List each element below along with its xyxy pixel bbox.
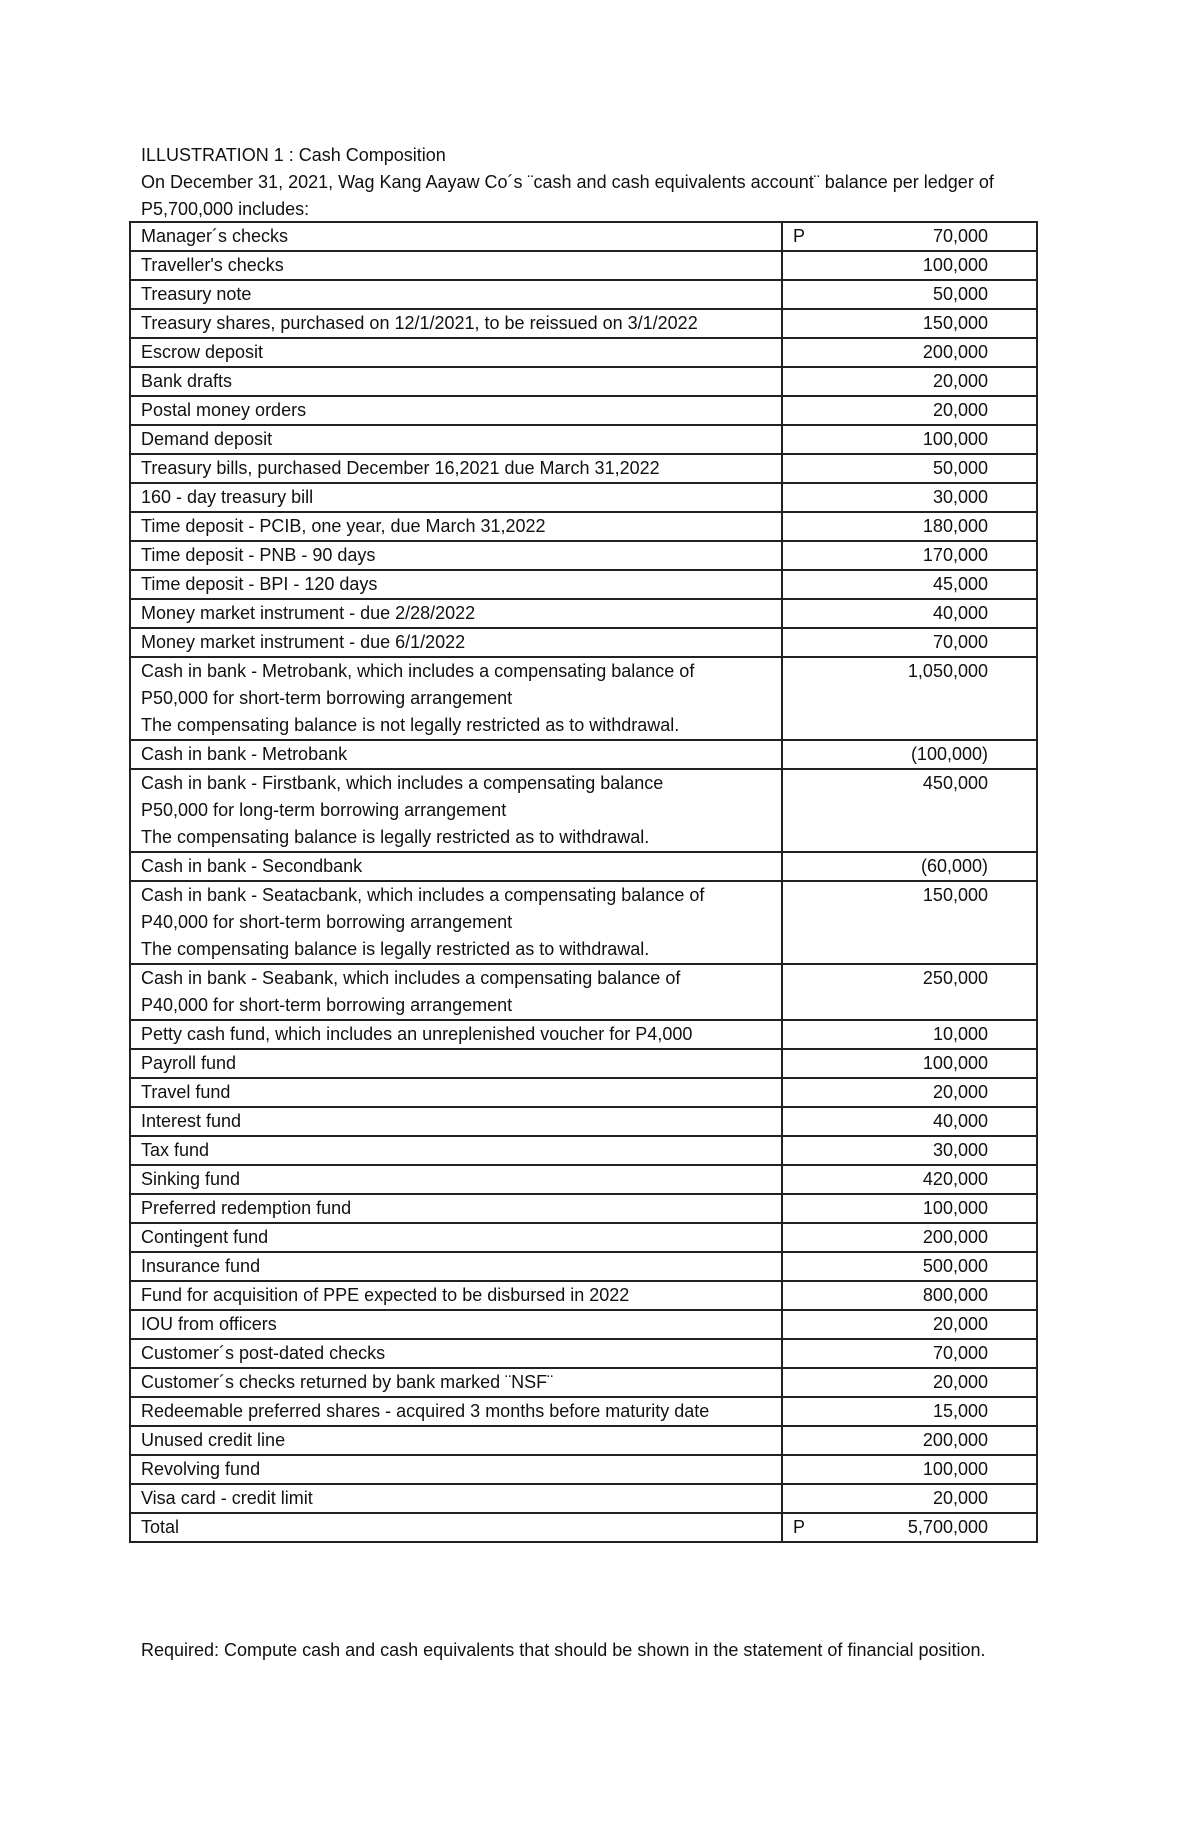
table-row xyxy=(130,1310,1037,1339)
description-line: Time deposit - PNB - 90 days xyxy=(141,545,376,565)
row-description xyxy=(130,740,782,769)
row-amount-cell xyxy=(782,1281,1037,1310)
currency-symbol: P xyxy=(793,1517,806,1537)
table-row xyxy=(130,1165,1037,1194)
table-row xyxy=(130,1397,1037,1426)
row-amount: 15,000 xyxy=(932,1401,988,1421)
description-line: Interest fund xyxy=(141,1111,242,1131)
description-line: Traveller's checks xyxy=(141,255,284,275)
row-description xyxy=(130,1397,782,1426)
description-line: Insurance fund xyxy=(141,1256,261,1276)
description-line: The compensating balance is legally restricted as to withdrawal. xyxy=(141,939,650,959)
table-row xyxy=(130,1078,1037,1107)
description-line: Bank drafts xyxy=(141,371,233,391)
table-row xyxy=(130,512,1037,541)
row-amount: 20,000 xyxy=(932,1082,988,1102)
row-amount-cell xyxy=(782,1252,1037,1281)
table-row xyxy=(130,1368,1037,1397)
row-description xyxy=(130,1455,782,1484)
row-description xyxy=(130,222,782,251)
row-description xyxy=(130,1107,782,1136)
description-line: Payroll fund xyxy=(141,1053,237,1073)
table-row xyxy=(130,222,1037,251)
row-amount-cell xyxy=(782,1194,1037,1223)
description-line: P40,000 for short-term borrowing arrangement xyxy=(141,995,513,1015)
required-statement: Required: Compute cash and cash equivalents that should be shown in the statement of financial position. xyxy=(141,1640,986,1660)
row-amount-cell xyxy=(782,570,1037,599)
table-row xyxy=(130,251,1037,280)
row-amount-cell xyxy=(782,1339,1037,1368)
description-line: The compensating balance is not legally restricted as to withdrawal. xyxy=(141,715,680,735)
description-line: 160 - day treasury bill xyxy=(141,487,314,507)
row-amount-cell xyxy=(782,1426,1037,1455)
row-description xyxy=(130,309,782,338)
table-row xyxy=(130,740,1037,769)
table-row xyxy=(130,425,1037,454)
row-amount: 5,700,000 xyxy=(907,1517,988,1537)
row-amount-cell xyxy=(782,1223,1037,1252)
row-amount: 20,000 xyxy=(932,1314,988,1334)
table-row xyxy=(130,396,1037,425)
row-description xyxy=(130,1281,782,1310)
row-amount-cell xyxy=(782,541,1037,570)
description-line: Cash in bank - Seabank, which includes a compensating balance of xyxy=(141,968,681,988)
table-row xyxy=(130,280,1037,309)
row-amount: 100,000 xyxy=(922,1459,988,1479)
row-description xyxy=(130,251,782,280)
row-amount-cell xyxy=(782,1513,1037,1542)
row-amount: 50,000 xyxy=(932,284,988,304)
row-amount-cell xyxy=(782,852,1037,881)
table-row xyxy=(130,570,1037,599)
row-amount: 20,000 xyxy=(932,1488,988,1508)
row-amount-cell xyxy=(782,222,1037,251)
row-amount: 100,000 xyxy=(922,255,988,275)
row-description xyxy=(130,852,782,881)
table-row xyxy=(130,1426,1037,1455)
row-description xyxy=(130,338,782,367)
description-line: Treasury bills, purchased December 16,2021 due March 31,2022 xyxy=(141,458,660,478)
row-amount: 50,000 xyxy=(932,458,988,478)
row-description xyxy=(130,1310,782,1339)
table-row xyxy=(130,1484,1037,1513)
table-row xyxy=(130,483,1037,512)
row-amount-cell xyxy=(782,1368,1037,1397)
description-line: P50,000 for short-term borrowing arrangement xyxy=(141,688,513,708)
row-amount-cell xyxy=(782,454,1037,483)
row-amount-cell xyxy=(782,1020,1037,1049)
table-row xyxy=(130,454,1037,483)
row-amount-cell xyxy=(782,1078,1037,1107)
currency-symbol: P xyxy=(793,226,806,246)
row-description xyxy=(130,1513,782,1542)
row-amount: 40,000 xyxy=(932,603,988,623)
row-amount: 20,000 xyxy=(932,400,988,420)
row-amount-cell xyxy=(782,1310,1037,1339)
description-line: Cash in bank - Firstbank, which includes a compensating balance xyxy=(141,773,664,793)
table-row xyxy=(130,1223,1037,1252)
table-row xyxy=(130,338,1037,367)
row-description xyxy=(130,1223,782,1252)
row-description xyxy=(130,1078,782,1107)
row-description xyxy=(130,964,782,1020)
row-description xyxy=(130,769,782,852)
row-description xyxy=(130,1136,782,1165)
row-amount: 180,000 xyxy=(922,516,988,536)
total-row xyxy=(130,1513,1037,1542)
table-body xyxy=(130,222,1037,1542)
row-description xyxy=(130,1020,782,1049)
row-amount: 250,000 xyxy=(922,968,988,988)
row-amount: 70,000 xyxy=(932,226,988,246)
description-line: The compensating balance is legally restricted as to withdrawal. xyxy=(141,827,650,847)
row-description xyxy=(130,512,782,541)
row-description xyxy=(130,1165,782,1194)
table-row xyxy=(130,1455,1037,1484)
row-amount: 45,000 xyxy=(932,574,988,594)
intro-block xyxy=(141,142,1081,223)
table-row xyxy=(130,1107,1037,1136)
row-amount: 100,000 xyxy=(922,1053,988,1073)
description-line: Contingent fund xyxy=(141,1227,269,1247)
description-line: Cash in bank - Metrobank xyxy=(141,744,348,764)
description-line: Time deposit - PCIB, one year, due March 31,2022 xyxy=(141,516,546,536)
table-row xyxy=(130,1252,1037,1281)
row-amount: 30,000 xyxy=(932,487,988,507)
row-description xyxy=(130,1426,782,1455)
description-line: Demand deposit xyxy=(141,429,273,449)
description-line: Manager´s checks xyxy=(141,226,289,246)
row-amount-cell xyxy=(782,1484,1037,1513)
row-description xyxy=(130,1252,782,1281)
table-row xyxy=(130,1049,1037,1078)
row-amount: 170,000 xyxy=(922,545,988,565)
description-line: P40,000 for short-term borrowing arrangement xyxy=(141,912,513,932)
row-description xyxy=(130,570,782,599)
row-amount: 20,000 xyxy=(932,1372,988,1392)
illustration-heading: ILLUSTRATION 1 : Cash Composition xyxy=(141,145,446,165)
description-line: Tax fund xyxy=(141,1140,210,1160)
description-line: Treasury note xyxy=(141,284,252,304)
row-amount: 200,000 xyxy=(922,1227,988,1247)
row-description xyxy=(130,1368,782,1397)
description-line: Cash in bank - Metrobank, which includes a compensating balance of xyxy=(141,661,695,681)
row-amount: 100,000 xyxy=(922,1198,988,1218)
description-line: Cash in bank - Secondbank xyxy=(141,856,363,876)
row-description xyxy=(130,657,782,740)
table-row xyxy=(130,657,1037,740)
row-description xyxy=(130,599,782,628)
row-description xyxy=(130,454,782,483)
table-row xyxy=(130,881,1037,964)
table-row xyxy=(130,1339,1037,1368)
table-row xyxy=(130,628,1037,657)
row-amount: 500,000 xyxy=(922,1256,988,1276)
description-line: Visa card - credit limit xyxy=(141,1488,313,1508)
row-amount-cell xyxy=(782,280,1037,309)
row-amount-cell xyxy=(782,599,1037,628)
row-amount: (60,000) xyxy=(920,856,988,876)
description-line: Customer´s checks returned by bank marked ¨NSF¨ xyxy=(141,1372,554,1392)
row-description xyxy=(130,1484,782,1513)
row-description xyxy=(130,425,782,454)
row-amount-cell xyxy=(782,769,1037,852)
row-description xyxy=(130,280,782,309)
description-line: Time deposit - BPI - 120 days xyxy=(141,574,378,594)
description-line: Petty cash fund, which includes an unreplenished voucher for P4,000 xyxy=(141,1024,693,1044)
row-description xyxy=(130,396,782,425)
description-line: Preferred redemption fund xyxy=(141,1198,352,1218)
row-amount-cell xyxy=(782,1107,1037,1136)
table-row xyxy=(130,852,1037,881)
row-description xyxy=(130,881,782,964)
row-amount-cell xyxy=(782,367,1037,396)
description-line: Money market instrument - due 2/28/2022 xyxy=(141,603,476,623)
table-row xyxy=(130,309,1037,338)
table-row xyxy=(130,1020,1037,1049)
row-amount-cell xyxy=(782,512,1037,541)
row-amount: 450,000 xyxy=(922,773,988,793)
row-amount: 70,000 xyxy=(932,1343,988,1363)
description-line: Cash in bank - Seatacbank, which includes a compensating balance of xyxy=(141,885,705,905)
table-row xyxy=(130,367,1037,396)
row-amount: 420,000 xyxy=(922,1169,988,1189)
row-amount: 10,000 xyxy=(932,1024,988,1044)
row-amount-cell xyxy=(782,1397,1037,1426)
description-line: Unused credit line xyxy=(141,1430,286,1450)
row-amount-cell xyxy=(782,628,1037,657)
description-line: Treasury shares, purchased on 12/1/2021, to be reissued on 3/1/2022 xyxy=(141,313,698,333)
description-line: Fund for acquisition of PPE expected to be disbursed in 2022 xyxy=(141,1285,630,1305)
row-amount-cell xyxy=(782,309,1037,338)
row-amount: 800,000 xyxy=(922,1285,988,1305)
table-row xyxy=(130,964,1037,1020)
row-amount: 70,000 xyxy=(932,632,988,652)
row-amount-cell xyxy=(782,425,1037,454)
table-row xyxy=(130,1194,1037,1223)
row-description xyxy=(130,628,782,657)
row-amount-cell xyxy=(782,740,1037,769)
row-description xyxy=(130,541,782,570)
row-amount: 1,050,000 xyxy=(907,661,988,681)
row-amount-cell xyxy=(782,964,1037,1020)
row-amount: 40,000 xyxy=(932,1111,988,1131)
row-amount-cell xyxy=(782,1455,1037,1484)
row-amount-cell xyxy=(782,1049,1037,1078)
row-amount: 200,000 xyxy=(922,1430,988,1450)
description-line: Postal money orders xyxy=(141,400,307,420)
row-description xyxy=(130,1194,782,1223)
description-line: Money market instrument - due 6/1/2022 xyxy=(141,632,466,652)
description-line: Sinking fund xyxy=(141,1169,241,1189)
row-amount: 100,000 xyxy=(922,429,988,449)
row-amount-cell xyxy=(782,483,1037,512)
table-row xyxy=(130,769,1037,852)
intro-paragraph: On December 31, 2021, Wag Kang Aayaw Co´s ¨cash and cash equivalents account¨ balance per ledger of P5,700,000 includes: xyxy=(141,172,994,219)
row-amount: 20,000 xyxy=(932,371,988,391)
row-amount: 200,000 xyxy=(922,342,988,362)
table-row xyxy=(130,599,1037,628)
description-line: P50,000 for long-term borrowing arrangement xyxy=(141,800,507,820)
row-amount-cell xyxy=(782,657,1037,740)
table-row xyxy=(130,1281,1037,1310)
row-amount: 150,000 xyxy=(922,313,988,333)
row-amount: 30,000 xyxy=(932,1140,988,1160)
description-line: IOU from officers xyxy=(141,1314,277,1334)
row-description xyxy=(130,1049,782,1078)
row-description xyxy=(130,367,782,396)
description-line: Redeemable preferred shares - acquired 3 months before maturity date xyxy=(141,1401,710,1421)
description-line: Escrow deposit xyxy=(141,342,264,362)
description-line: Customer´s post-dated checks xyxy=(141,1343,386,1363)
table-row xyxy=(130,541,1037,570)
row-description xyxy=(130,1339,782,1368)
row-amount: (100,000) xyxy=(910,744,988,764)
row-amount-cell xyxy=(782,338,1037,367)
row-amount: 150,000 xyxy=(922,885,988,905)
row-amount-cell xyxy=(782,251,1037,280)
description-line: Revolving fund xyxy=(141,1459,261,1479)
description-line: Travel fund xyxy=(141,1082,231,1102)
row-amount-cell xyxy=(782,881,1037,964)
cash-composition-table xyxy=(129,221,1038,1543)
row-amount-cell xyxy=(782,1136,1037,1165)
table-row xyxy=(130,1136,1037,1165)
row-amount-cell xyxy=(782,1165,1037,1194)
row-description xyxy=(130,483,782,512)
description-line: Total xyxy=(141,1517,180,1537)
row-amount-cell xyxy=(782,396,1037,425)
